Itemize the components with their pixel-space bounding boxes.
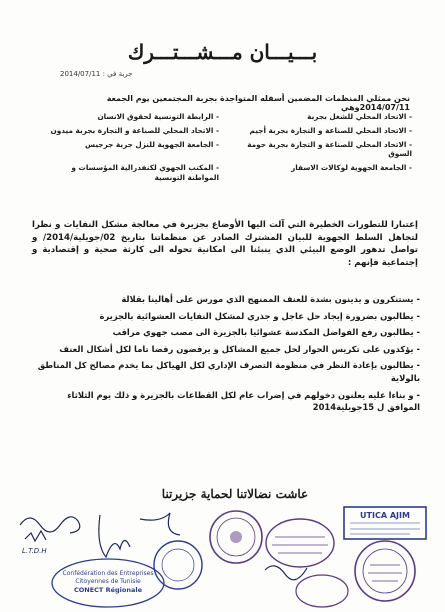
signature-3 <box>265 566 307 580</box>
demand-item: - يطالبون رفع الفواضل المكدسة عشوائيا بالجزيرة الى مصب جهوي مراقب <box>32 326 420 339</box>
union-stamp <box>210 511 262 563</box>
intro-text: نحن ممثلي المنظمات المضمين أسفله المتواجدة بجربة المجتمعين يوم الجمعة 2014/07/11وهي <box>106 94 410 112</box>
svg-text:Confédération des Entreprises: Confédération des Entreprises <box>62 570 154 577</box>
organization-item: - الجامعة الجهوية لوكالات الاسفار <box>235 163 412 181</box>
utica-stamp-label: UTICA AJIM <box>360 511 410 520</box>
stamps-signatures-area <box>0 505 445 612</box>
organization-item: - الجامعة الجهوية للنزل جربة جرجيس <box>42 140 219 158</box>
demands-list <box>32 293 420 418</box>
signature-1 <box>99 515 130 557</box>
ltdh-signature <box>20 517 80 555</box>
svg-text:Citoyennes de Tunisie: Citoyennes de Tunisie <box>75 578 141 585</box>
signature-2 <box>140 513 180 535</box>
closing-slogan: عاشت نضالاتنا لحماية جزيرتنا <box>161 487 309 501</box>
conect-stamp <box>52 559 164 607</box>
demand-item: - يستنكرون و يدينون بشدة للعنف الممنهج الذي مورس على أهالينا بقلالة <box>32 293 420 306</box>
ajim-round-stamp <box>355 541 415 601</box>
hotels-stamp <box>266 519 334 567</box>
document-title: بـــيـــان مـــشـــتـــرك <box>127 40 318 64</box>
utica-stamp <box>344 507 426 539</box>
travel-stamp <box>296 575 348 607</box>
organization-item: - الاتحاد المحلي للصناعة و التجارة بجربة حومة السوق <box>235 140 412 158</box>
organization-item: - المكتب الجهوي لكنفدرالية المؤسسات و المواطنة التونسية <box>42 163 219 181</box>
organization-item: - الاتحاد المحلي للصناعة و التجارة بجربة أجيم <box>235 126 412 135</box>
demand-item: - يطالبون بضرورة إيجاد حل عاجل و جذري لمشكل النفايات العشوائية بالجزيرة <box>32 310 420 323</box>
organization-item: - الاتحاد المحلي للصناعة و التجارة بجربة ميدون <box>42 126 219 135</box>
organization-item: - الرابطة التونسية لحقوق الانسان <box>42 112 219 121</box>
svg-text:CONECT Régionale: CONECT Régionale <box>73 586 143 594</box>
demand-item: - يطالبون بإعادة النظر في منظومة التصرف الإداري لكل الهياكل بما يخدم مصالح كل المناطق بالولاية <box>32 359 420 384</box>
demand-item: - و بناءا عليه يعلنون دخولهم في إضراب عام لكل القطاعات بالجزيرة و ذلك يوم الثلاثاء الموافق ل 15جويلية2014 <box>32 389 420 414</box>
document-date: جربة في : 2014/07/11 <box>60 70 133 78</box>
main-paragraph: إعتبارا للتطورات الخطيرة التي آلت اليها الأوضاع بجزيرة في معالجة مشكل النفايات و نظرا لتجاهل السلط الجهوية للبيان المشترك الصادر عن منظماتنا بتاريخ 02/جويلية/2014/ و تواصل تدهور الوضع البيئي الذي ينبئنا الى امكانية تحوله الى كارثة صحية و إقتصادية و إجتماعية فإنهم : <box>32 220 419 269</box>
organization-item: - الاتحاد المحلي للشغل بجربة <box>235 112 412 121</box>
organizations-list <box>42 112 412 182</box>
demand-item: - يؤكدون على تكريس الحوار لحل جميع المشاكل و يرفضون رفضا تاما لكل أشكال العنف <box>32 343 420 356</box>
merchants-stamp <box>154 541 202 589</box>
ltdh-label: L.T.D.H <box>22 547 47 555</box>
